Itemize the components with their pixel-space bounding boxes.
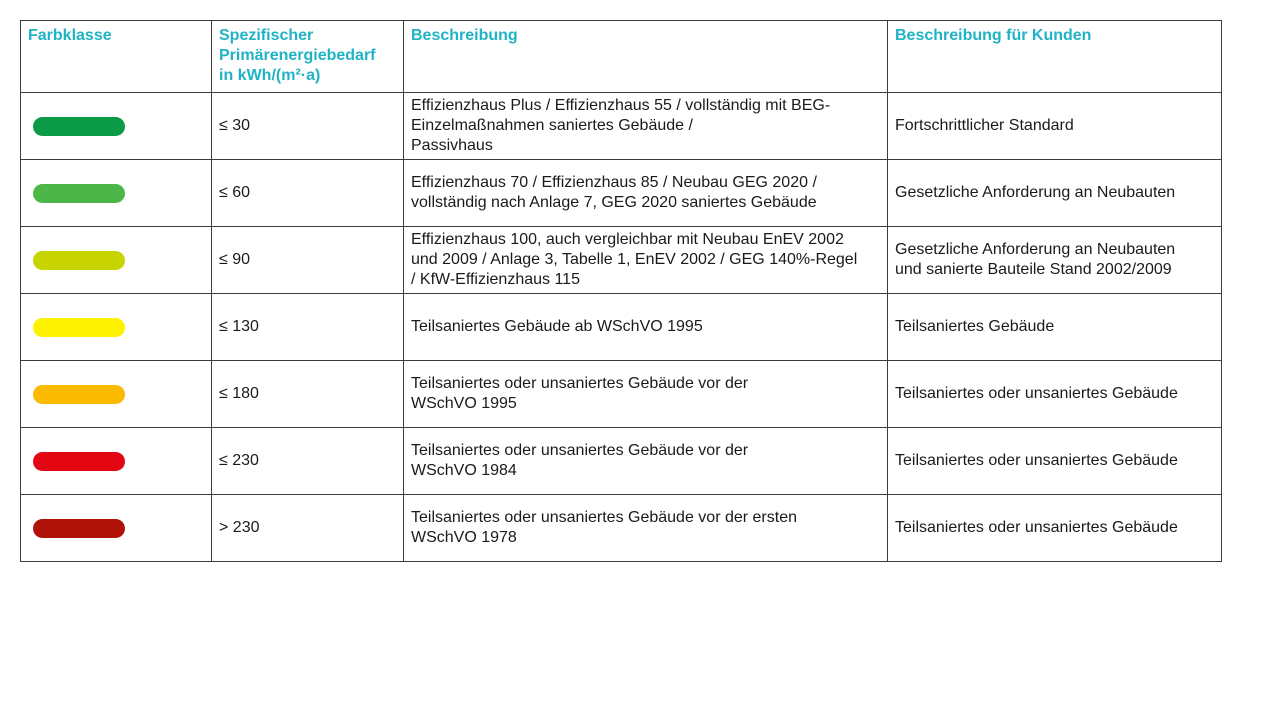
color-class-cell	[21, 160, 212, 227]
color-class-cell	[21, 361, 212, 428]
kunden-cell: Gesetzliche Anforderung an Neubauten	[888, 160, 1222, 227]
table-row	[21, 227, 1222, 294]
energy-class-table	[20, 20, 1222, 562]
bedarf-cell: ≤ 130	[212, 294, 404, 361]
table-row	[21, 160, 1222, 227]
kunden-cell: Gesetzliche Anforderung an Neubauten und sanierte Bauteile Stand 2002/2009	[888, 227, 1222, 294]
color-class-cell	[21, 495, 212, 562]
color-class-swatch	[33, 184, 125, 203]
color-class-cell	[21, 294, 212, 361]
table-row	[21, 495, 1222, 562]
kunden-cell: Teilsaniertes oder unsaniertes Gebäude	[888, 495, 1222, 562]
beschreibung-cell: Teilsaniertes oder unsaniertes Gebäude vor der ersten WSchVO 1978	[404, 495, 888, 562]
table-row	[21, 93, 1222, 160]
table-row	[21, 294, 1222, 361]
table-header-row	[21, 21, 1222, 93]
table-row	[21, 428, 1222, 495]
color-class-swatch	[33, 385, 125, 404]
header-beschreibung-kunden: Beschreibung für Kunden	[888, 21, 1222, 93]
color-class-cell	[21, 428, 212, 495]
header-farbklasse: Farbklasse	[21, 21, 212, 93]
bedarf-cell: ≤ 90	[212, 227, 404, 294]
table-row	[21, 361, 1222, 428]
bedarf-cell: ≤ 230	[212, 428, 404, 495]
color-class-swatch	[33, 251, 125, 270]
color-class-swatch	[33, 452, 125, 471]
kunden-cell: Teilsaniertes Gebäude	[888, 294, 1222, 361]
kunden-cell: Fortschrittlicher Standard	[888, 93, 1222, 160]
bedarf-cell: ≤ 30	[212, 93, 404, 160]
color-class-swatch	[33, 318, 125, 337]
energy-class-table-wrapper	[20, 20, 1222, 562]
color-class-swatch	[33, 519, 125, 538]
beschreibung-cell: Teilsaniertes oder unsaniertes Gebäude vor der WSchVO 1995	[404, 361, 888, 428]
color-class-cell	[21, 93, 212, 160]
header-primaerenergiebedarf: Spezifischer Primärenergiebedarf in kWh/(m²·a)	[212, 21, 404, 93]
kunden-cell: Teilsaniertes oder unsaniertes Gebäude	[888, 361, 1222, 428]
beschreibung-cell: Effizienzhaus 70 / Effizienzhaus 85 / Neubau GEG 2020 / vollständig nach Anlage 7, GEG 2020 saniertes Gebäude	[404, 160, 888, 227]
bedarf-cell: > 230	[212, 495, 404, 562]
bedarf-cell: ≤ 180	[212, 361, 404, 428]
beschreibung-cell: Teilsaniertes Gebäude ab WSchVO 1995	[404, 294, 888, 361]
header-beschreibung: Beschreibung	[404, 21, 888, 93]
color-class-cell	[21, 227, 212, 294]
beschreibung-cell: Effizienzhaus 100, auch vergleichbar mit Neubau EnEV 2002 und 2009 / Anlage 3, Tabelle 1, EnEV 2002 / GEG 140%-Regel / KfW-Effizienzhaus 115	[404, 227, 888, 294]
kunden-cell: Teilsaniertes oder unsaniertes Gebäude	[888, 428, 1222, 495]
beschreibung-cell: Teilsaniertes oder unsaniertes Gebäude vor der WSchVO 1984	[404, 428, 888, 495]
color-class-swatch	[33, 117, 125, 136]
bedarf-cell: ≤ 60	[212, 160, 404, 227]
beschreibung-cell: Effizienzhaus Plus / Effizienzhaus 55 / vollständig mit BEG- Einzelmaßnahmen saniertes Gebäude / Passivhaus	[404, 93, 888, 160]
